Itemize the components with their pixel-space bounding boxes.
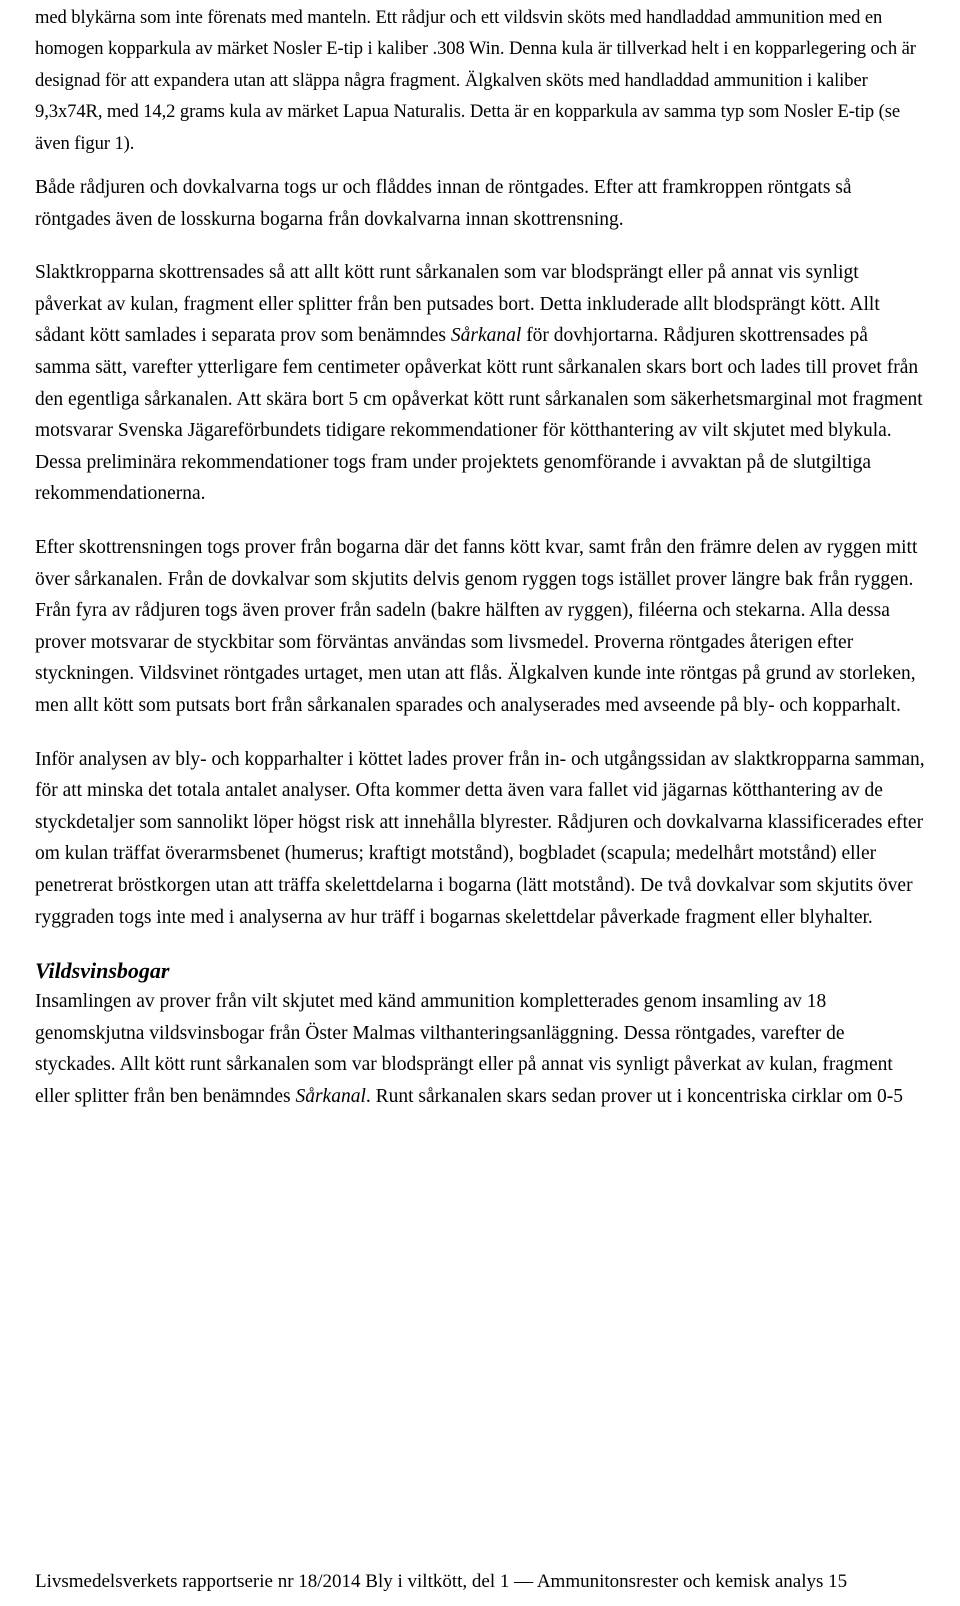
paragraph-text: . Runt sårkanalen skars sedan prover ut i koncentriska cirklar om 0-5	[365, 1085, 904, 1107]
paragraph-analysis: Inför analysen av bly- och kopparhalter i köttet lades prover från in- och utgångssidan av slaktkropparna samman, för att minska det totala antalet analyser. Ofta kommer detta även vara fallet vid jägarnas kötthantering av de styckdetaljer som sannolikt löper högst risk att innehålla blyrester. Rådjuren och dovkalvarna klassificerades efter om kulan träffat överarmsbenet (humerus; kraftigt motstånd), bogbladet (scapula; medelhårt motstånd) eller penetrerat bröstkorgen utan att träffa skelettdelarna i bogarna (lätt motstånd). De två dovkalvar som skjutits över ryggraden togs inte med i analyserna av hur träff i bogarnas skelettdelar påverkade fragment eller blyhalter.	[35, 748, 925, 928]
paragraph-text: Insamlingen av prover från vilt skjutet med känd ammunition kompletterades genom insamling av 18 genomskjutna vildsvinsbogar från Öster Malmas vilthanteringsanläggning. Dessa röntgades, varefter de styckades. Allt kött runt sårkanalen som var blodsprängt eller på annat vis synligt påverkat av kulan, fragment eller splitter från ben benämndes	[35, 991, 893, 1107]
footer-text: Livsmedelsverkets rapportserie nr 18/2014 Bly i viltkött, del 1 — Ammunitonsrester och kemisk analys	[35, 1571, 824, 1592]
paragraph-text: Slaktkropparna skottrensades så att allt kött runt sårkanalen som var blodsprängt eller på annat vis synligt påverkat av kulan, fragment eller splitter från ben putsades bort. Detta inkluderade allt blodsprängt kött. Allt sådant kött samlades i separata prov som benämndes	[35, 262, 880, 347]
paragraph-sampling: Efter skottrensningen togs prover från bogarna där det fanns kött kvar, samt från den främre delen av ryggen mitt över sårkanalen. Från de dovkalvar som skjutits delvis genom ryggen togs istället prover längre bak från ryggen. Från fyra av rådjuren togs även prover från sadeln (bakre hälften av ryggen), filéerna och stekarna. Alla dessa prover motsvarar de styckbitar som förväntas användas som livsmedel. Proverna röntgades återigen efter styckningen. Vildsvinet röntgades urtaget, men utan att flås. Älgkalven kunde inte röntgas på grund av storleken, men allt kött som putsats bort från sårkanalen sparades och analyserades med avseende på bly- och kopparhalt.	[35, 536, 918, 716]
term-sarkanal: Sårkanal	[450, 325, 522, 347]
paragraph-ammunition: med blykärna som inte förenats med manteln. Ett rådjur och ett vildsvin sköts med handladdad ammunition med en homogen kopparkula av märket Nosler E-tip i kaliber .308 Win. Denna kula är tillverkad helt i en kopparlegering och är designad för att expandera utan att släppa några fragment. Älgkalven sköts med handladdad ammunition i kaliber 9,3x74R, med 14,2 grams kula av märket Lapua Naturalis. Detta är en kopparkula av samma typ som Nosler E-tip (se även figur 1).	[35, 7, 916, 154]
term-sarkanal: Sårkanal	[295, 1085, 366, 1107]
page-number: 15	[828, 1571, 848, 1592]
paragraph-text: för dovhjortarna. Rådjuren skottrensades på samma sätt, varefter ytterligare fem centimeter opåverkat kött runt sårkanalen skars bort och lades till provet från den egentliga sårkanalen. Att skära bort 5 cm opåverkat kött runt sårkanalen som säkerhetsmarginal mot fragment motsvarar Svenska Jägareförbundets tidigare rekommendationer för kötthantering av vilt skjutet med blykula. Dessa preliminära rekommendationer togs fram under projektets genomförande i avvaktan på de slutgiltiga rekommendationerna.	[35, 325, 923, 505]
paragraph-boar-shoulders	[35, 986, 925, 1112]
section-heading-vildsvinsbogar: Vildsvinsbogar	[35, 958, 170, 984]
page-footer	[35, 1570, 925, 1594]
paragraph-xray-procedure: Både rådjuren och dovkalvarna togs ur och flåddes innan de röntgades. Efter att framkroppen röntgats så röntgades även de losskurna bogarna från dovkalvarna innan skottrensning.	[35, 177, 852, 230]
document-page	[35, 0, 925, 1112]
paragraph-wound-channel-trimming	[35, 257, 925, 510]
